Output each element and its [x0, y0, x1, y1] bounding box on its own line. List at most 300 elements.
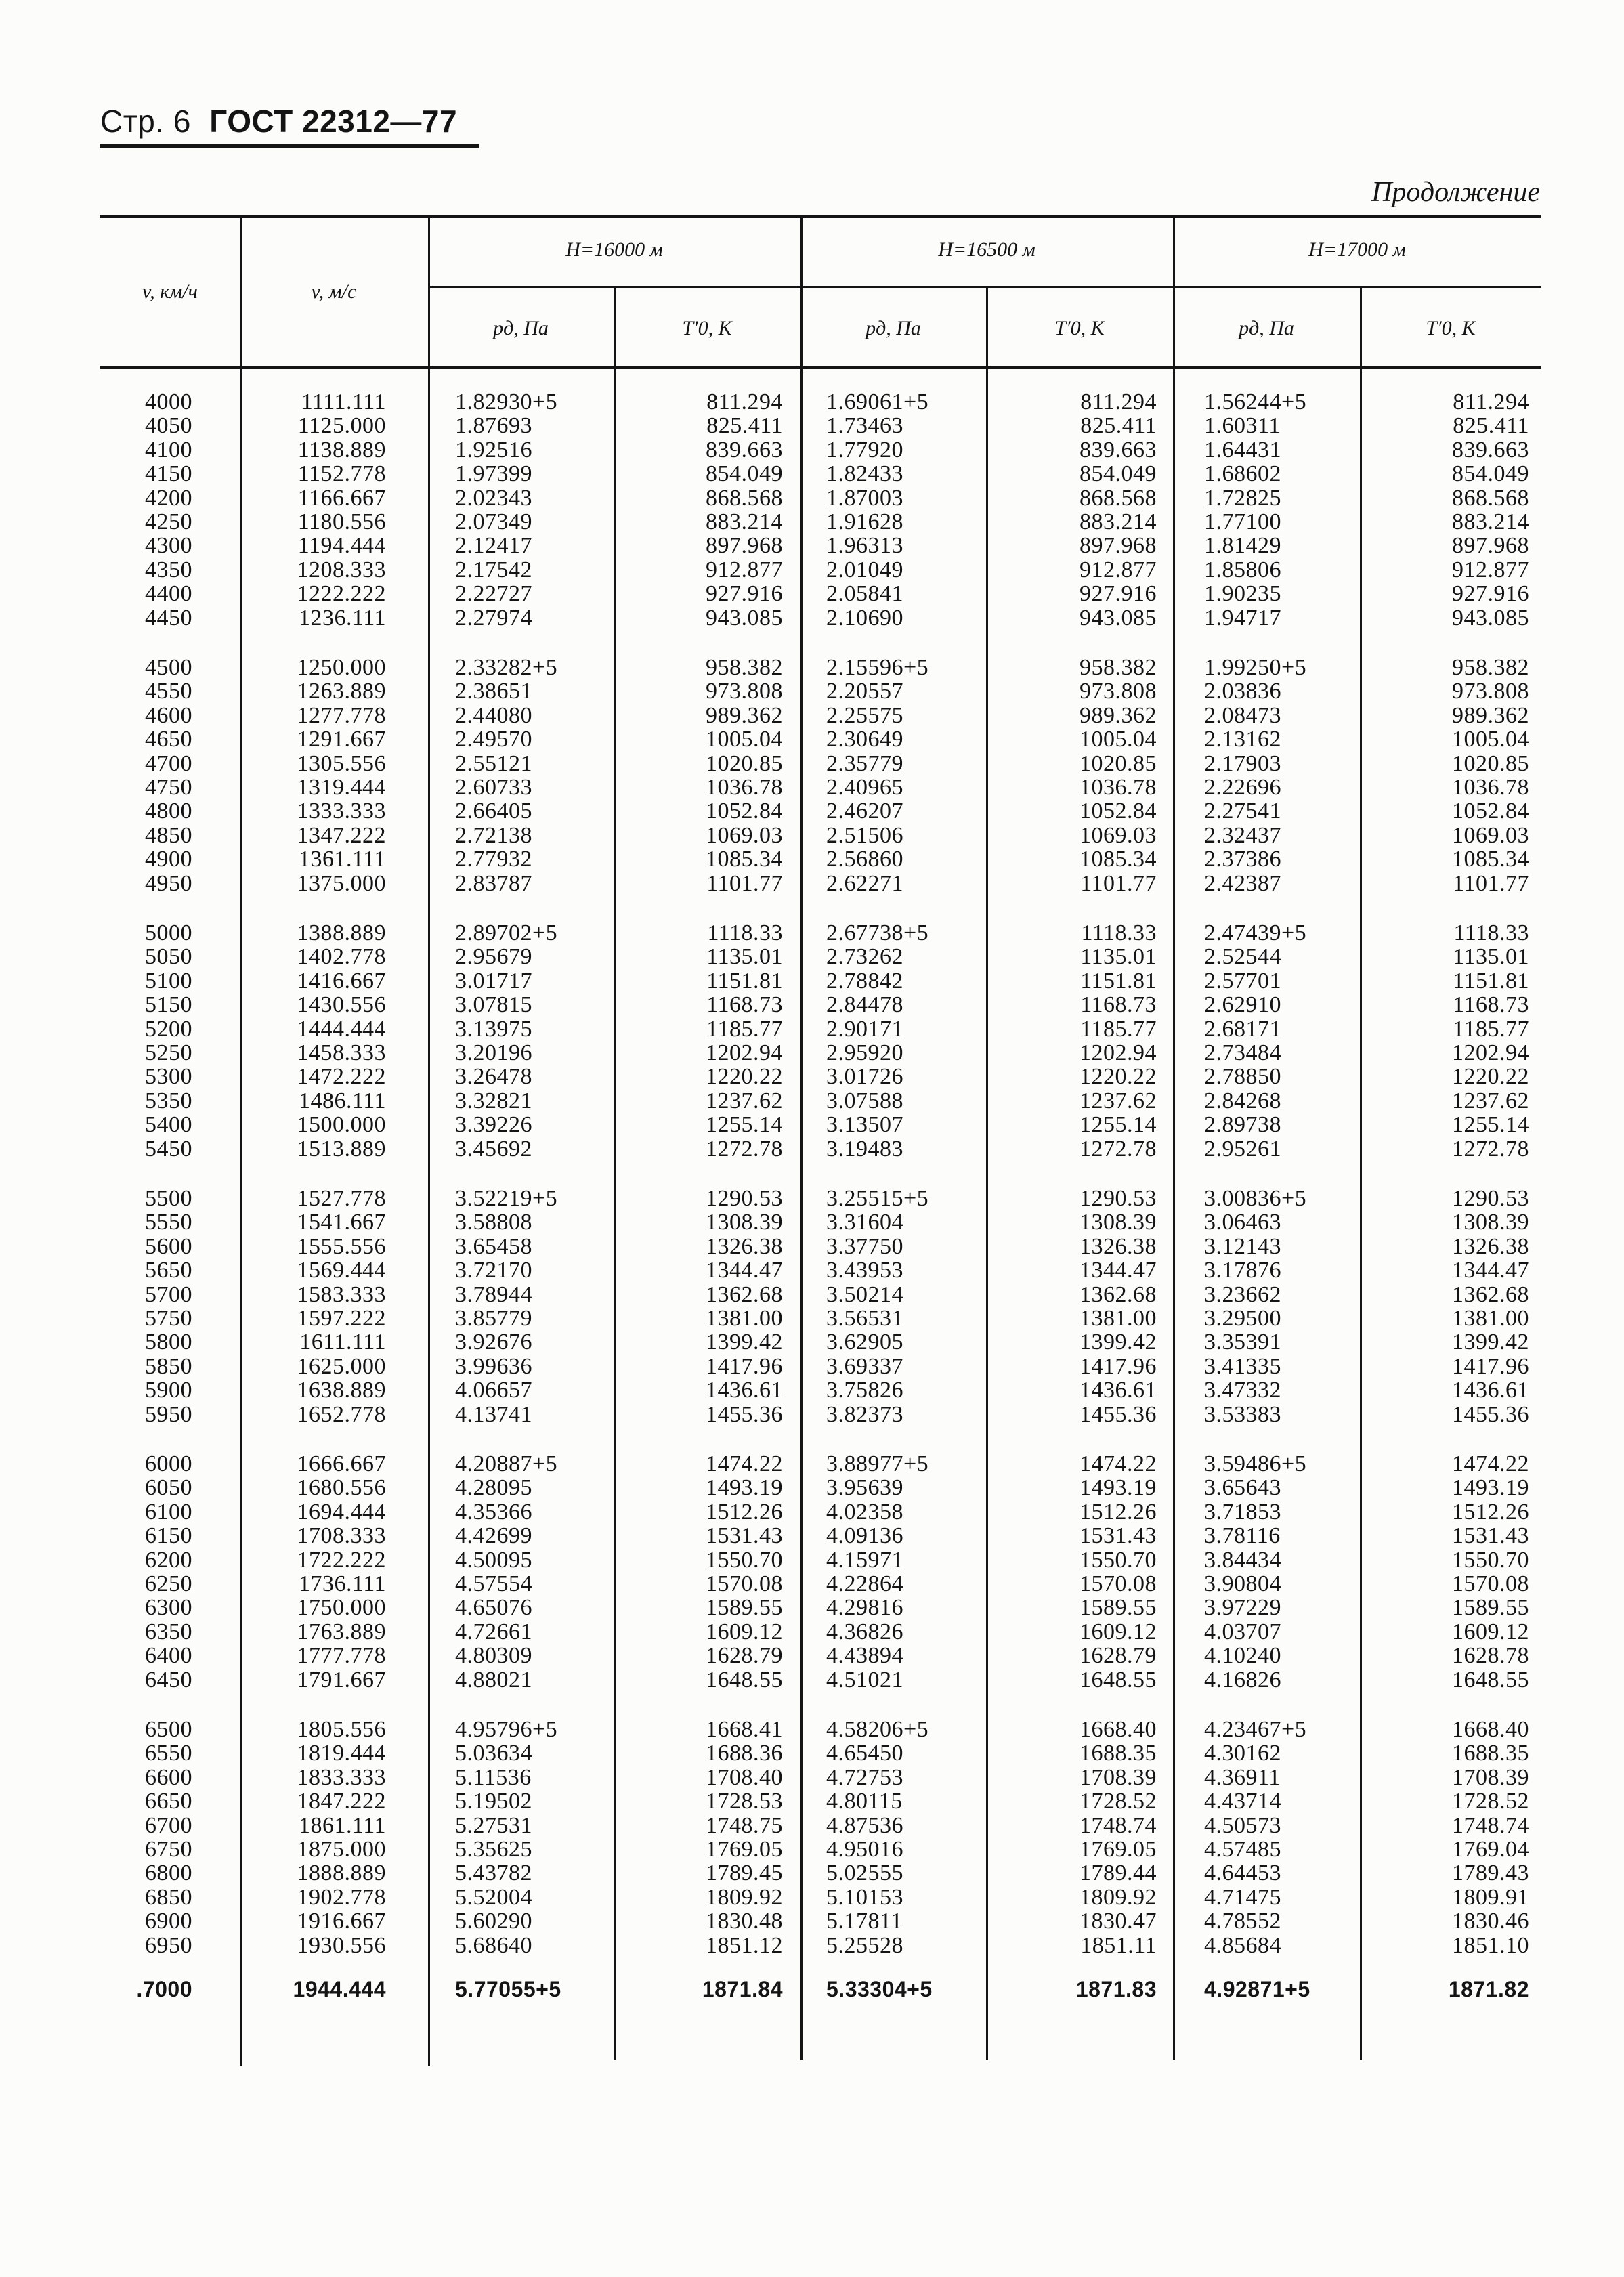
table-cell: 1.87003 — [826, 485, 903, 511]
table-cell: 1648.55 — [706, 1667, 783, 1693]
row-group — [240, 1718, 386, 1957]
table-cell: 5.25528 — [826, 1932, 903, 1958]
table-cell: 2.27974 — [455, 605, 532, 631]
table-cell: 1185.77 — [1080, 1016, 1157, 1042]
table-cell: 1527.778 — [297, 1186, 386, 1211]
table-top-rule — [100, 215, 1541, 218]
table-cell: 883.214 — [706, 509, 783, 534]
table-cell: 5.02555 — [826, 1860, 903, 1886]
table-cell: 1402.778 — [297, 944, 386, 970]
table-cell: 2.49570 — [455, 727, 532, 752]
table-cell: 5700 — [145, 1281, 192, 1307]
table-cell: 4.72753 — [826, 1764, 903, 1790]
table-cell: 1648.55 — [1452, 1667, 1529, 1693]
table-cell: 5.33304+5 — [826, 1977, 933, 2001]
table-cell: 1486.111 — [299, 1088, 386, 1113]
table-cell: 1722.222 — [297, 1547, 386, 1573]
row-group — [826, 1978, 986, 2001]
table-cell: 2.77932 — [455, 847, 532, 872]
table-cell: 4.80309 — [455, 1643, 532, 1669]
table-cell: 5950 — [145, 1401, 192, 1427]
table-cell: 2.17542 — [455, 557, 532, 582]
rule-after-16500 — [1173, 215, 1175, 2060]
table-cell: 1512.26 — [706, 1499, 783, 1525]
table-cell: 1597.222 — [297, 1305, 386, 1331]
row-group — [986, 390, 1157, 630]
table-cell: 3.59486+5 — [1204, 1451, 1307, 1476]
table-cell: 4.36826 — [826, 1619, 903, 1644]
table-cell: 4.23467+5 — [1204, 1717, 1307, 1742]
table-cell: 1085.34 — [1452, 847, 1529, 872]
table-cell: 4.80115 — [826, 1789, 903, 1814]
table-cell: 1569.444 — [297, 1258, 386, 1283]
table-cell: 2.35779 — [826, 750, 903, 776]
table-cell: 1708.39 — [1080, 1764, 1157, 1790]
table-cell: 2.01049 — [826, 557, 903, 582]
table-cell: 6550 — [145, 1741, 192, 1766]
table-cell: 839.663 — [1452, 437, 1529, 463]
table-cell: 1830.47 — [1080, 1909, 1157, 1934]
table-cell: 3.90804 — [1204, 1571, 1281, 1596]
row-group — [826, 921, 986, 1161]
table-cell: 2.95261 — [1204, 1136, 1281, 1162]
table-cell: 3.52219+5 — [455, 1186, 558, 1211]
table-cell: 1362.68 — [1080, 1281, 1157, 1307]
row-group — [1204, 656, 1360, 895]
table-cell: 1185.77 — [706, 1016, 783, 1042]
table-cell: 1.94717 — [1204, 605, 1281, 631]
table-cell: 883.214 — [1452, 509, 1529, 534]
table-cell: 3.25515+5 — [826, 1186, 929, 1211]
table-cell: 883.214 — [1080, 509, 1157, 534]
table-cell: 2.56860 — [826, 847, 903, 872]
row-group — [240, 1978, 386, 2001]
standard-designation: ГОСТ 22312—77 — [209, 104, 458, 139]
table-cell: 1381.00 — [706, 1305, 783, 1331]
table-cell: 989.362 — [1080, 702, 1157, 728]
table-cell: 2.73484 — [1204, 1040, 1281, 1065]
table-cell: 3.19483 — [826, 1136, 903, 1162]
table-cell: 1458.333 — [297, 1040, 386, 1065]
table-cell: 2.05841 — [826, 581, 903, 607]
table-cell: 839.663 — [1080, 437, 1157, 463]
table-cell: 1694.444 — [297, 1499, 386, 1525]
row-group — [100, 1187, 192, 1426]
table-cell: 4.65076 — [455, 1595, 532, 1621]
table-cell: 3.31604 — [826, 1210, 903, 1235]
table-cell: 897.968 — [706, 533, 783, 559]
row-group — [1360, 1187, 1529, 1426]
table-cell: 1399.42 — [1080, 1329, 1157, 1355]
table-cell: 1347.222 — [297, 822, 386, 848]
row-group — [240, 656, 386, 895]
table-cell: 1583.333 — [297, 1281, 386, 1307]
table-cell: 3.39226 — [455, 1112, 532, 1138]
table-cell: 1.97399 — [455, 461, 532, 487]
table-cell: 1500.000 — [297, 1112, 386, 1138]
table-cell: 2.62910 — [1204, 992, 1281, 1018]
row-group — [1360, 1718, 1529, 1957]
rule-after-16000 — [800, 215, 803, 2060]
table-cell: 1255.14 — [706, 1112, 783, 1138]
table-cell: 2.68171 — [1204, 1016, 1281, 1042]
table-cell: 1455.36 — [1452, 1401, 1529, 1427]
table-cell: 3.06463 — [1204, 1210, 1281, 1235]
table-cell: 1290.53 — [1452, 1186, 1529, 1211]
table-cell: 4.50095 — [455, 1547, 532, 1573]
table-cell: 1666.667 — [297, 1451, 386, 1476]
row-group — [826, 390, 986, 630]
table-cell: 6500 — [145, 1717, 192, 1742]
table-cell: 1375.000 — [297, 870, 386, 896]
table-cell: 2.67738+5 — [826, 920, 929, 945]
table-cell: 4.02358 — [826, 1499, 903, 1525]
table-cell: 1769.05 — [706, 1836, 783, 1862]
table-cell: 1851.11 — [1080, 1932, 1157, 1958]
table-cell: 2.10690 — [826, 605, 903, 631]
table-cell: 4.30162 — [1204, 1741, 1281, 1766]
table-cell: 1736.111 — [299, 1571, 386, 1596]
row-group — [240, 921, 386, 1161]
table-cell: 1168.73 — [1080, 992, 1157, 1018]
table-cell: 1680.556 — [297, 1475, 386, 1501]
table-cell: 3.84434 — [1204, 1547, 1281, 1573]
table-cell: 1769.05 — [1080, 1836, 1157, 1862]
table-cell: 5400 — [145, 1112, 192, 1138]
table-cell: 973.808 — [1452, 679, 1529, 704]
table-cell: 1.91628 — [826, 509, 903, 534]
table-cell: 1220.22 — [1080, 1064, 1157, 1090]
table-cell: 4650 — [145, 727, 192, 752]
table-cell: 1151.81 — [706, 968, 783, 994]
table-cell: 1.72825 — [1204, 485, 1281, 511]
table-cell: 1625.000 — [297, 1353, 386, 1379]
table-cell: 1589.55 — [1452, 1595, 1529, 1621]
table-cell: 1085.34 — [706, 847, 783, 872]
table-cell: 4.92871+5 — [1204, 1977, 1310, 2001]
table-cell: 1255.14 — [1452, 1112, 1529, 1138]
header-altitude-16000: H=16000 м — [565, 238, 663, 261]
table-cell: 5350 — [145, 1088, 192, 1113]
table-cell: 3.53383 — [1204, 1401, 1281, 1427]
table-cell: 897.968 — [1080, 533, 1157, 559]
row-group — [614, 1978, 783, 2001]
table-cell: 1493.19 — [706, 1475, 783, 1501]
table-cell: 1652.778 — [297, 1401, 386, 1427]
table-cell: 1930.556 — [297, 1932, 386, 1958]
table-cell: 1455.36 — [1080, 1401, 1157, 1427]
table-cell: 4.42699 — [455, 1523, 532, 1549]
row-group — [614, 1452, 783, 1692]
table-cell: 2.07349 — [455, 509, 532, 534]
table-cell: 4.95016 — [826, 1836, 903, 1862]
row-group — [826, 1187, 986, 1426]
table-cell: 6350 — [145, 1619, 192, 1644]
table-cell: 1570.08 — [706, 1571, 783, 1596]
table-cell: 943.085 — [1452, 605, 1529, 631]
table-cell: 4.85684 — [1204, 1932, 1281, 1958]
table-cell: 3.13975 — [455, 1016, 532, 1042]
table-cell: 1326.38 — [1452, 1233, 1529, 1259]
table-cell: 1125.000 — [297, 413, 386, 439]
table-cell: 4800 — [145, 799, 192, 824]
table-cell: 3.78116 — [1204, 1523, 1281, 1549]
row-group — [1204, 1452, 1360, 1692]
table-cell: 1308.39 — [706, 1210, 783, 1235]
table-cell: 868.568 — [706, 485, 783, 511]
table-cell: 4250 — [145, 509, 192, 534]
table-cell: 1830.46 — [1452, 1909, 1529, 1934]
atmosphere-table — [100, 215, 1541, 2066]
table-cell: 2.60733 — [455, 774, 532, 800]
table-cell: 1728.52 — [1080, 1789, 1157, 1814]
table-cell: 4.58206+5 — [826, 1717, 929, 1742]
table-cell: 4.16826 — [1204, 1667, 1281, 1693]
table-cell: 3.95639 — [826, 1475, 903, 1501]
table-cell: 2.89738 — [1204, 1112, 1281, 1138]
table-cell: 3.69337 — [826, 1353, 903, 1379]
table-cell: 6300 — [145, 1595, 192, 1621]
table-cell: 5.11536 — [455, 1764, 532, 1790]
table-cell: 4200 — [145, 485, 192, 511]
row-group — [455, 1718, 614, 1957]
table-cell: 912.877 — [1452, 557, 1529, 582]
table-cell: 1861.111 — [299, 1812, 386, 1838]
table-cell: 1361.111 — [299, 847, 386, 872]
table-cell: 2.95920 — [826, 1040, 903, 1065]
table-cell: 1789.44 — [1080, 1860, 1157, 1886]
table-cell: 973.808 — [706, 679, 783, 704]
table-cell: 1168.73 — [1453, 992, 1529, 1018]
header-altitude-17000: H=17000 м — [1308, 238, 1406, 261]
table-cell: 5600 — [145, 1233, 192, 1259]
table-cell: 6050 — [145, 1475, 192, 1501]
table-cell: 1833.333 — [297, 1764, 386, 1790]
table-cell: 4.88021 — [455, 1667, 532, 1693]
table-cell: 1344.47 — [706, 1258, 783, 1283]
table-cell: 825.411 — [706, 413, 783, 439]
row-group — [986, 1978, 1157, 2001]
row-group — [455, 921, 614, 1161]
table-cell: 2.46207 — [826, 799, 903, 824]
table-cell: 1151.81 — [1453, 968, 1529, 994]
table-cell: 1290.53 — [1080, 1186, 1157, 1211]
table-cell: 1052.84 — [706, 799, 783, 824]
table-cell: 1809.92 — [706, 1884, 783, 1910]
table-cell: 5.43782 — [455, 1860, 532, 1886]
table-cell: 1668.40 — [1080, 1717, 1157, 1742]
table-cell: 6800 — [145, 1860, 192, 1886]
table-cell: 989.362 — [1452, 702, 1529, 728]
table-cell: 4.72661 — [455, 1619, 532, 1644]
table-cell: 1.77920 — [826, 437, 903, 463]
table-cell: 1819.444 — [297, 1741, 386, 1766]
table-cell: 5000 — [145, 920, 192, 945]
table-cell: 5250 — [145, 1040, 192, 1065]
table-cell: 2.90171 — [826, 1016, 903, 1042]
table-cell: 3.01717 — [455, 968, 532, 994]
table-cell: 2.38651 — [455, 679, 532, 704]
table-cell: 5.17811 — [826, 1909, 903, 1934]
table-cell: 2.22727 — [455, 581, 532, 607]
table-cell: 3.47332 — [1204, 1378, 1281, 1403]
table-cell: 6950 — [145, 1932, 192, 1958]
row-group — [240, 1187, 386, 1426]
table-cell: 1628.79 — [706, 1643, 783, 1669]
table-cell: 3.82373 — [826, 1401, 903, 1427]
table-cell: 2.44080 — [455, 702, 532, 728]
table-cell: 2.37386 — [1204, 847, 1281, 872]
table-cell: 1871.82 — [1448, 1977, 1529, 2001]
table-cell: 1474.22 — [706, 1451, 783, 1476]
table-cell: 4.87536 — [826, 1812, 903, 1838]
table-cell: 1531.43 — [1080, 1523, 1157, 1549]
table-cell: 1255.14 — [1080, 1112, 1157, 1138]
row-group — [1204, 1978, 1360, 2001]
table-cell: 1291.667 — [297, 727, 386, 752]
row-group — [100, 921, 192, 1161]
table-cell: 1118.33 — [1453, 920, 1529, 945]
table-cell: 854.049 — [706, 461, 783, 487]
table-cell: 2.22696 — [1204, 774, 1281, 800]
header-v-ms: v, м/с — [311, 280, 357, 303]
table-cell: 1118.33 — [1081, 920, 1157, 945]
table-cell: 958.382 — [1080, 655, 1157, 680]
table-cell: 1555.556 — [297, 1233, 386, 1259]
table-cell: 1570.08 — [1080, 1571, 1157, 1596]
table-cell: 1202.94 — [1080, 1040, 1157, 1065]
table-cell: 1871.84 — [702, 1977, 783, 2001]
table-cell: 1020.85 — [1080, 750, 1157, 776]
table-cell: 1550.70 — [1452, 1547, 1529, 1573]
table-cell: 1005.04 — [1080, 727, 1157, 752]
table-cell: 1308.39 — [1452, 1210, 1529, 1235]
table-cell: .7000 — [136, 1977, 192, 2001]
table-cell: 4.20887+5 — [455, 1451, 558, 1476]
table-cell: 1305.556 — [297, 750, 386, 776]
table-cell: 3.00836+5 — [1204, 1186, 1307, 1211]
table-cell: 4900 — [145, 847, 192, 872]
table-cell: 2.02343 — [455, 485, 532, 511]
table-cell: 6750 — [145, 1836, 192, 1862]
table-cell: 1512.26 — [1080, 1499, 1157, 1525]
header-v-kmh: v, км/ч — [142, 280, 198, 303]
rule-after-ms — [428, 215, 430, 2066]
table-cell: 1455.36 — [706, 1401, 783, 1427]
table-cell: 1789.43 — [1452, 1860, 1529, 1886]
table-cell: 5750 — [145, 1305, 192, 1331]
table-cell: 2.62271 — [826, 870, 903, 896]
table-cell: 1138.889 — [297, 437, 386, 463]
table-cell: 1333.333 — [297, 799, 386, 824]
table-cell: 1069.03 — [1452, 822, 1529, 848]
table-cell: 3.23662 — [1204, 1281, 1281, 1307]
row-group — [1360, 921, 1529, 1161]
table-cell: 1417.96 — [706, 1353, 783, 1379]
table-cell: 4100 — [145, 437, 192, 463]
table-cell: 1830.48 — [706, 1909, 783, 1934]
table-cell: 1020.85 — [1452, 750, 1529, 776]
table-cell: 1871.83 — [1075, 1977, 1157, 2001]
row-group — [100, 1452, 192, 1692]
table-cell: 927.916 — [1452, 581, 1529, 607]
table-cell: 1.60311 — [1204, 413, 1281, 439]
table-cell: 4350 — [145, 557, 192, 582]
table-cell: 6450 — [145, 1667, 192, 1693]
table-cell: 2.08473 — [1204, 702, 1281, 728]
table-cell: 2.47439+5 — [1204, 920, 1307, 945]
table-cell: 4.15971 — [826, 1547, 903, 1573]
table-cell: 1308.39 — [1080, 1210, 1157, 1235]
table-cell: 1728.53 — [706, 1789, 783, 1814]
table-cell: 1430.556 — [297, 992, 386, 1018]
table-cell: 1.81429 — [1204, 533, 1281, 559]
table-cell: 2.03836 — [1204, 679, 1281, 704]
table-cell: 1668.41 — [706, 1717, 783, 1742]
table-cell: 2.30649 — [826, 727, 903, 752]
row-group — [455, 656, 614, 895]
header-pressure-16500: pд, Па — [866, 317, 921, 339]
table-cell: 1851.12 — [706, 1932, 783, 1958]
table-cell: 1.69061+5 — [826, 389, 929, 414]
table-cell: 1152.778 — [297, 461, 386, 487]
table-cell: 4.65450 — [826, 1741, 903, 1766]
table-cell: 1888.889 — [297, 1860, 386, 1886]
table-cell: 2.95679 — [455, 944, 532, 970]
table-cell: 3.50214 — [826, 1281, 903, 1307]
table-cell: 3.12143 — [1204, 1233, 1281, 1259]
table-cell: 1668.40 — [1452, 1717, 1529, 1742]
table-cell: 1101.77 — [706, 870, 783, 896]
table-cell: 1135.01 — [706, 944, 783, 970]
table-cell: 1036.78 — [1452, 774, 1529, 800]
table-cell: 1.87693 — [455, 413, 532, 439]
table-cell: 1609.12 — [1080, 1619, 1157, 1644]
table-cell: 5550 — [145, 1210, 192, 1235]
row-group — [1360, 656, 1529, 895]
row-group — [614, 390, 783, 630]
table-cell: 2.84478 — [826, 992, 903, 1018]
row-group — [986, 1452, 1157, 1692]
table-cell: 5.27531 — [455, 1812, 532, 1838]
table-cell: 811.294 — [1453, 389, 1529, 414]
table-cell: 3.65458 — [455, 1233, 532, 1259]
table-cell: 1436.61 — [1452, 1378, 1529, 1403]
table-cell: 1237.62 — [1080, 1088, 1157, 1113]
table-cell: 1005.04 — [706, 727, 783, 752]
table-cell: 3.32821 — [455, 1088, 532, 1113]
table-cell: 4.28095 — [455, 1475, 532, 1501]
table-cell: 1381.00 — [1080, 1305, 1157, 1331]
row-group — [826, 656, 986, 895]
table-cell: 6000 — [145, 1451, 192, 1476]
table-cell: 2.72138 — [455, 822, 532, 848]
table-cell: 6900 — [145, 1909, 192, 1934]
table-cell: 1399.42 — [706, 1329, 783, 1355]
table-cell: 1135.01 — [1453, 944, 1529, 970]
table-cell: 5650 — [145, 1258, 192, 1283]
table-cell: 1118.33 — [707, 920, 783, 945]
table-cell: 958.382 — [706, 655, 783, 680]
table-cell: 4.43894 — [826, 1643, 903, 1669]
table-cell: 2.51506 — [826, 822, 903, 848]
table-cell: 4.64453 — [1204, 1860, 1281, 1886]
table-cell: 3.29500 — [1204, 1305, 1281, 1331]
table-cell: 3.26478 — [455, 1064, 532, 1090]
table-cell: 1916.667 — [297, 1909, 386, 1934]
table-cell: 927.916 — [1080, 581, 1157, 607]
table-cell: 2.25575 — [826, 702, 903, 728]
